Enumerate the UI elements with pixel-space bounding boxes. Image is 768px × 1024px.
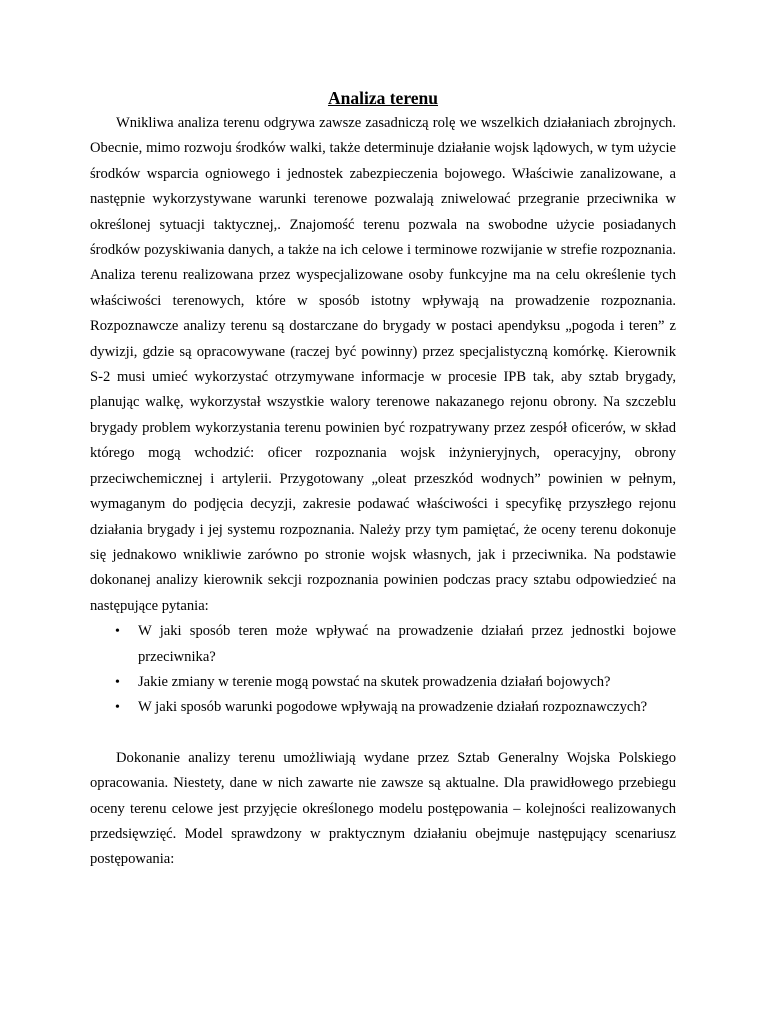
bullet-icon: • — [115, 700, 120, 716]
paragraph-1: Wnikliwa analiza terenu odgrywa zawsze zasadniczą rolę we wszelkich działaniach zbrojnych. Obecnie, mimo rozwoju środków walki, także determinuje działanie wojsk lądowych, w tym użycie środków wsparcia ogniowego i jednostek zabezpieczenia bojowego. Właściwie zanalizowane, a następnie wykorzystywane warunki terenowe pozwalają zniwelować przegranie przeciwnika w określonej sytuacji taktycznej,. Znajomość terenu pozwala na swobodne użycie posiadanych środków pozyskiwania danych, a także na ich celowe i terminowe rozwijanie w strefie rozpoznania. Analiza terenu realizowana przez wyspecjalizowane osoby funkcyjne ma na celu określenie tych właściwości terenowych, które w sposób istotny wpływają na prowadzenie rozpoznania. Rozpoznawcze analizy terenu są dostarczane do brygady w postaci apendyksu „pogoda i teren” z dywizji, gdzie są opracowywane (raczej być powinny) przez specjalistyczną komórkę. Kierownik S-2 musi umieć wykorzystać otrzymywane informacje w procesie IPB tak, aby sztab brygady, planując walkę, wykorzystał wszystkie walory terenowe nakazanego rejonu obrony. Na szczeblu brygady problem wykorzystania terenu powinien być rozpatrywany przez zespół oficerów, w skład którego mogą wchodzić: oficer rozpoznania wojsk inżynieryjnych, operacyjny, obrony przeciwchemicznej i artylerii. Przygotowany „oleat przeszkód wodnych” powinien w pełnym, wymaganym do podjęcia decyzji, zakresie podawać właściwości i specyfikę przyszłego rejonu działania brygady i jej systemu rozpoznania. Należy przy tym pamiętać, że oceny terenu dokonuje się jednakowo wnikliwie zarówno po stronie wojsk własnych, jak i przeciwnika. Na podstawie dokonanej analizy kierownik sekcji rozpoznania powinien podczas pracy sztabu odpowiedzieć na następujące pytania: — [90, 115, 676, 614]
paragraph-2: Dokonanie analizy terenu umożliwiają wydane przez Sztab Generalny Wojska Polskiego opracowania. Niestety, dane w nich zawarte nie zawsze są aktualne. Dla prawidłowego przebiegu oceny terenu celowe jest przyjęcie określonego modelu postępowania – kolejności realizowanych przedsięwzięć. Model sprawdzony w praktycznym działaniu obejmuje następujący scenariusz postępowania: — [90, 749, 676, 868]
list-item-text: Jakie zmiany w terenie mogą powstać na skutek prowadzenia działań bojowych? — [138, 673, 611, 690]
list-item — [115, 619, 676, 670]
question-list — [90, 619, 676, 721]
list-item-text: W jaki sposób teren może wpływać na prowadzenie działań przez jednostki bojowe przeciwnika? — [138, 623, 676, 665]
list-item — [115, 695, 676, 720]
bullet-icon: • — [115, 674, 120, 690]
document-page — [90, 86, 676, 873]
bullet-icon: • — [115, 624, 120, 640]
list-item-text: W jaki sposób warunki pogodowe wpływają na prowadzenie działań rozpoznawczych? — [138, 699, 648, 716]
document-title: Analiza terenu — [327, 88, 439, 108]
list-item — [115, 670, 676, 695]
paragraph-spacer — [90, 721, 676, 746]
